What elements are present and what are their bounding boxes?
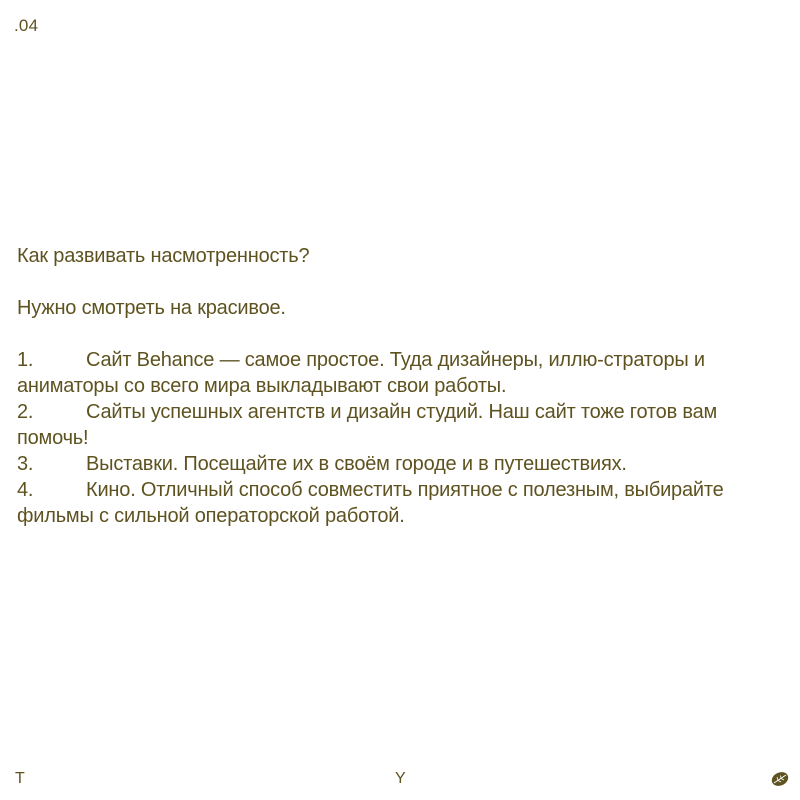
list-item-text: Сайты успешных агентств и дизайн студий. Наш сайт тоже готов вам помочь! [17, 401, 718, 449]
tips-list [17, 347, 787, 529]
list-item-text: Кино. Отличный способ совместить приятное с полезным, выбирайте фильмы с сильной операторской работой. [17, 479, 724, 527]
list-item-number: 1. [17, 349, 34, 371]
list-item-number: 3. [17, 453, 34, 475]
heading-question: Как развивать насмотренность? [17, 245, 310, 267]
main-content [17, 243, 787, 529]
list-item [17, 347, 787, 399]
list-item-text: Выставки. Посещайте их в своём городе и в путешествиях. [86, 453, 627, 475]
footer-letter-center: Y [395, 770, 406, 787]
list-item-number: 2. [17, 401, 34, 423]
footer-letter-left: T [15, 770, 25, 787]
leaf-icon [771, 771, 789, 787]
list-item-number: 4. [17, 479, 34, 501]
list-item [17, 451, 787, 477]
list-item-text: Сайт Behance — самое простое. Туда дизайнеры, иллю-страторы и аниматоры со всего мира выкладывают свои работы. [17, 349, 705, 397]
list-item [17, 399, 787, 451]
page-number: .04 [14, 16, 39, 35]
list-item [17, 477, 787, 529]
intro-text: Нужно смотреть на красивое. [17, 297, 286, 319]
